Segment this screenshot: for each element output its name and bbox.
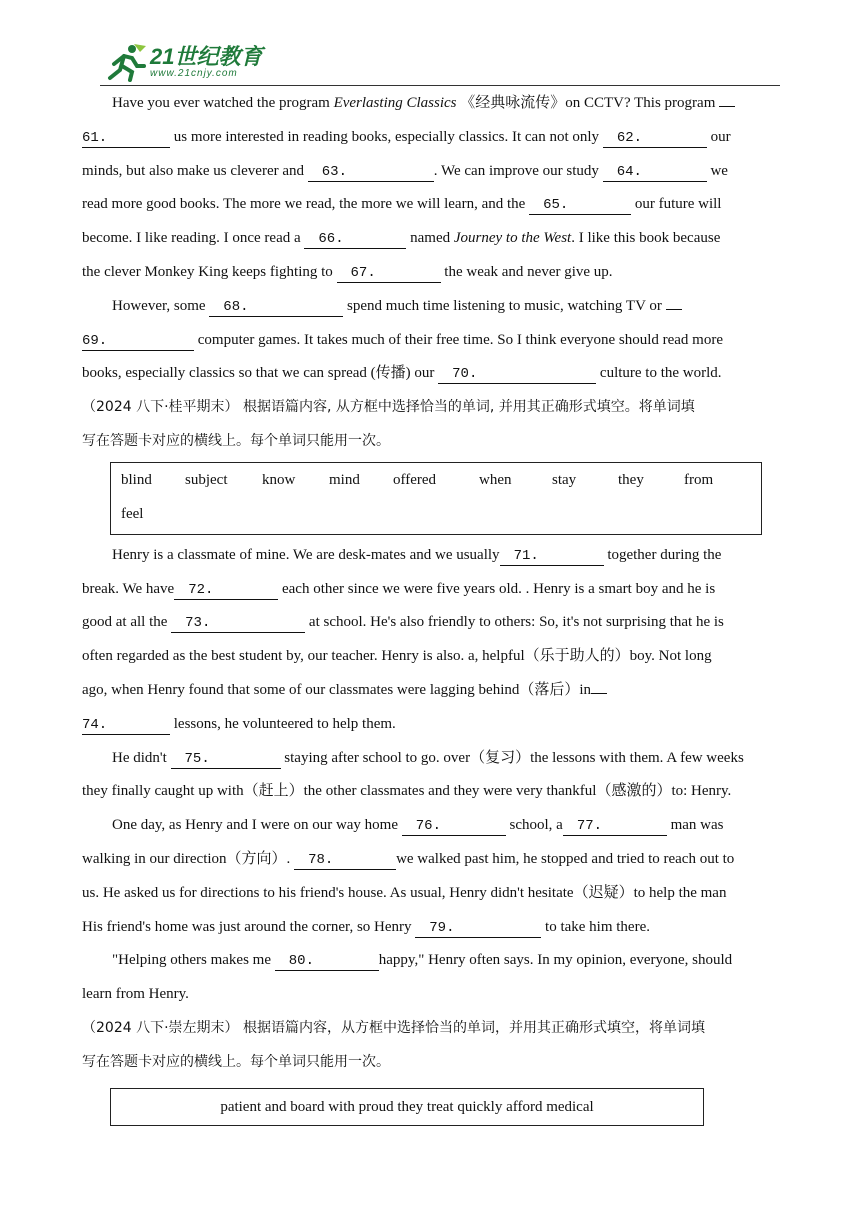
blank-62[interactable]: 62.	[603, 129, 707, 148]
word-bank-item: when	[479, 471, 512, 488]
text-line: often regarded as the best student by, our teacher. Henry is also. a, helpful（乐于助人的）boy. Not long	[82, 648, 712, 665]
text-line: learn from Henry.	[82, 986, 189, 1003]
text-line: break. We have 72. each other since we were five years old. . Henry is a smart boy and he is	[82, 580, 716, 598]
blank-77[interactable]: 77.	[563, 817, 667, 836]
instruction-line: 写在答题卡对应的横线上。每个单词只能用一次。	[82, 432, 390, 449]
instruction-line: （2024 八下·崇左期末） 根据语篇内容，从方框中选择恰当的单词，并用其正确形式填空，将单词填	[82, 1019, 705, 1036]
text-line: He didn't 75. staying after school to go. over（复习）the lessons with them. A few weeks	[112, 749, 744, 767]
text-line: become. I like reading. I once read a 66. named Journey to the West. I like this book because	[82, 230, 721, 248]
text-line: 69. computer games. It takes much of their free time. So I think everyone should read more	[82, 331, 723, 349]
text-line: Henry is a classmate of mine. We are desk-mates and we usually 71. together during the	[112, 546, 722, 564]
blank-68[interactable]: 68.	[209, 298, 343, 317]
word-bank-box-2	[110, 1088, 704, 1126]
blank-79[interactable]: 79.	[415, 919, 541, 938]
blank-78[interactable]: 78.	[294, 851, 396, 870]
blank-64[interactable]: 64.	[603, 163, 707, 182]
text-line: read more good books. The more we read, the more we will learn, and the 65. our future will	[82, 196, 722, 214]
word-bank-item: they	[618, 471, 644, 488]
text-line: us. He asked us for directions to his friend's house. As usual, Henry didn't hesitate（迟疑）to help the man	[82, 884, 727, 901]
word-bank-item: feel	[121, 505, 144, 522]
text-line: ago, when Henry found that some of our classmates were lagging behind（落后）in	[82, 674, 782, 708]
word-bank-item: stay	[552, 471, 577, 488]
runner-logo-icon	[104, 42, 148, 82]
blank-75[interactable]: 75.	[171, 750, 281, 769]
text-line: "Helping others makes me 80. happy," Henry often says. In my opinion, everyone, should	[112, 952, 733, 970]
word-bank-item: know	[262, 471, 296, 488]
logo-url: www.21cnjy.com	[150, 67, 238, 79]
instruction-line: （2024 八下·桂平期末） 根据语篇内容, 从方框中选择恰当的单词, 并用其正确形式填空。将单词填	[82, 399, 695, 416]
text-line: good at all the 73. at school. He's also friendly to others: So, it's not surprising that he is	[82, 614, 724, 632]
word-bank-item: subject	[185, 471, 228, 488]
blank-76[interactable]: 76.	[402, 817, 506, 836]
blank-70[interactable]: 70.	[438, 365, 596, 384]
text-line: minds, but also make us cleverer and 63. . We can improve our study 64. we	[82, 162, 728, 180]
word-bank-list: patient and board with proud they treat quickly afford medical	[220, 1098, 594, 1115]
blank-72[interactable]: 72.	[174, 581, 278, 600]
text-line: 61. us more interested in reading books, especially classics. It can not only 62. our	[82, 128, 731, 146]
document-body	[82, 87, 782, 1126]
word-bank-item: blind	[121, 471, 152, 488]
header-rule	[100, 85, 780, 86]
text-line: walking in our direction（方向）. 78. we walked past him, he stopped and tried to reach out to	[82, 850, 735, 868]
blank-65[interactable]: 65.	[529, 196, 631, 215]
blank-74[interactable]: 74.	[82, 716, 170, 735]
text-line: they finally caught up with（赶上）the other classmates and they were very thankful（感激的）to: Henry.	[82, 783, 732, 800]
blank-73[interactable]: 73.	[171, 614, 305, 633]
blank-67[interactable]: 67.	[337, 264, 441, 283]
blank-69[interactable]: 69.	[82, 332, 194, 351]
text-line: His friend's home was just around the corner, so Henry 79. to take him there.	[82, 918, 650, 936]
blank-66[interactable]: 66.	[304, 230, 406, 249]
text-line: 74. lessons, he volunteered to help them.	[82, 715, 396, 733]
text-line: Have you ever watched the program Everlasting Classics 《经典咏流传》on CCTV? This program	[82, 87, 782, 121]
page-header	[100, 40, 780, 88]
text-line: One day, as Henry and I were on our way home 76. school, a 77. man was	[112, 817, 724, 835]
blank-80[interactable]: 80.	[275, 952, 379, 971]
logo-title: 21世纪教育	[150, 43, 263, 69]
word-bank-item: mind	[329, 471, 360, 488]
text-line: books, especially classics so that we can spread (传播) our 70. culture to the world.	[82, 365, 722, 383]
word-bank-item: offered	[393, 471, 437, 488]
blank-71[interactable]: 71.	[500, 547, 604, 566]
text-line: However, some 68. spend much time listening to music, watching TV or	[82, 290, 782, 324]
word-bank-item: from	[684, 471, 714, 488]
instruction-line: 写在答题卡对应的横线上。每个单词只能用一次。	[82, 1053, 390, 1070]
blank-61[interactable]: 61.	[82, 129, 170, 148]
logo	[104, 42, 262, 82]
text-line: the clever Monkey King keeps fighting to 67. the weak and never give up.	[82, 263, 613, 281]
blank-63[interactable]: 63.	[308, 163, 434, 182]
word-bank-box	[110, 462, 762, 535]
